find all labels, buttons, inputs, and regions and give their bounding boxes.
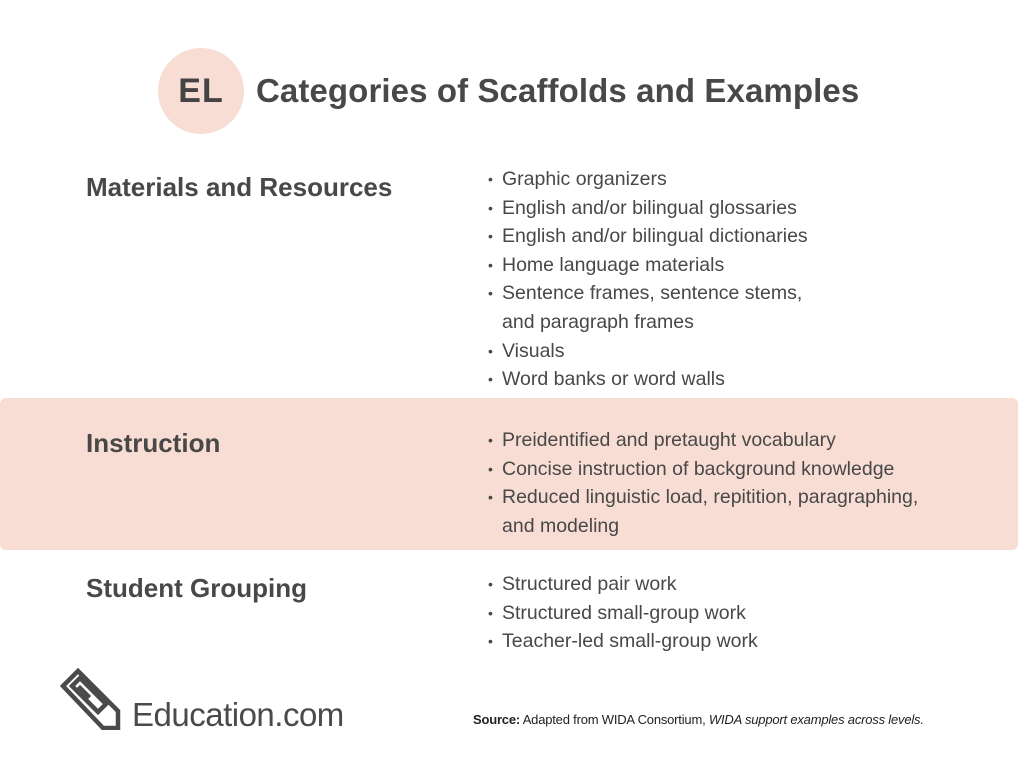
- header: [158, 47, 859, 135]
- education-com-logo[interactable]: [60, 668, 344, 733]
- item-list: [488, 426, 918, 540]
- list-item: • Preidentified and pretaught vocabulary: [488, 426, 918, 455]
- list-item-continuation: and modeling: [502, 514, 620, 537]
- list-item: • Sentence frames, sentence stems,: [488, 279, 808, 308]
- logo-text: Education.com: [132, 696, 344, 733]
- list-item: • Home language materials: [488, 251, 808, 280]
- bullet-icon: •: [488, 199, 493, 216]
- source-text: Adapted from WIDA Consortium,: [520, 712, 709, 727]
- section-heading: Student Grouping: [86, 573, 307, 603]
- section-instruction: [0, 398, 1018, 550]
- bullet-icon: •: [488, 432, 493, 448]
- source-label: Source:: [473, 712, 521, 727]
- list-item: • Teacher-led small-group work: [488, 627, 758, 656]
- list-item: • Graphic organizers: [488, 165, 808, 194]
- page-title: Categories of Scaffolds and Examples: [256, 72, 860, 109]
- bullet-icon: •: [488, 371, 493, 388]
- list-item: • Structured pair work: [488, 570, 758, 599]
- list-item: • Word banks or word walls: [488, 365, 808, 394]
- list-item: • English and/or bilingual glossaries: [488, 194, 808, 223]
- el-badge: EL: [158, 48, 244, 134]
- source-citation: [473, 712, 924, 727]
- bullet-icon: •: [488, 342, 493, 359]
- list-item: • Concise instruction of background knowledge: [488, 455, 918, 484]
- item-list: [488, 570, 758, 656]
- bullet-icon: •: [488, 228, 493, 245]
- bullet-icon: •: [488, 460, 493, 477]
- section-student-grouping: [0, 568, 1018, 658]
- bullet-icon: •: [488, 633, 493, 650]
- section-heading: Instruction: [86, 428, 221, 458]
- source-title: WIDA support examples across levels.: [708, 712, 924, 727]
- bullet-icon: •: [488, 604, 493, 621]
- bullet-icon: •: [488, 489, 493, 506]
- bullet-icon: •: [488, 171, 493, 187]
- section-heading: Materials and Resources: [86, 172, 393, 202]
- bullet-icon: •: [488, 256, 493, 273]
- list-item: • English and/or bilingual dictionaries: [488, 222, 808, 251]
- list-item: • Structured small-group work: [488, 599, 758, 628]
- list-item: • Reduced linguistic load, repitition, paragraphing,: [488, 483, 918, 512]
- item-list: [488, 165, 808, 394]
- list-item: • Visuals: [488, 337, 808, 366]
- bullet-icon: •: [488, 576, 493, 592]
- list-item-continuation: and paragraph frames: [502, 310, 694, 333]
- section-materials-and-resources: [0, 165, 1018, 397]
- pencil-paperclip-icon: [60, 668, 122, 730]
- bullet-icon: •: [488, 285, 493, 302]
